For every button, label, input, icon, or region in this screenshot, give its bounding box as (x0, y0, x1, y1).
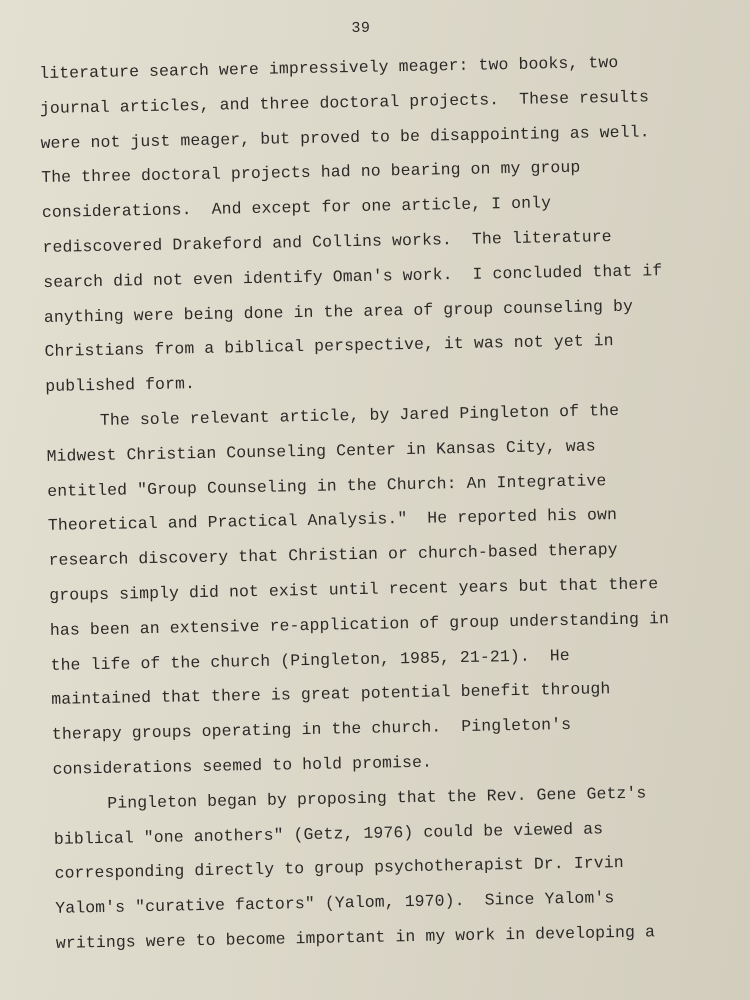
text-line: Midwest Christian Counseling Center in Kansas City, was (46, 436, 596, 466)
text-line: Theoretical and Practical Analysis." He reported his own (47, 505, 618, 536)
text-line: the life of the church (Pingleton, 1985, 21-21). He (50, 645, 570, 675)
text-line: published form. (45, 374, 196, 397)
text-line: literature search were impressively meager: two books, two (39, 52, 619, 84)
text-line: were not just meager, but proved to be disappointing as well. (40, 121, 650, 153)
text-line: therapy groups operating in the church. Pingleton's (51, 715, 572, 745)
text-line: maintained that there is great potential benefit through (51, 679, 611, 710)
text-line: Christians from a biblical perspective, it was not yet in (44, 331, 614, 362)
paragraph-first-line: The sole relevant article, by Jared Pingleton of the (99, 400, 620, 430)
text-line: groups simply did not exist until recent years but that there (49, 574, 659, 605)
text-line: corresponding directly to group psychotherapist Dr. Irvin (54, 853, 624, 884)
text-line: entitled "Group Counseling in the Church: An Integrative (47, 470, 607, 501)
text-line: considerations. And except for one article, I only (41, 193, 552, 223)
text-line: anything were being done in the area of group counseling by (43, 296, 634, 327)
text-line: journal articles, and three doctoral projects. These results (39, 87, 650, 118)
body-text (39, 44, 736, 962)
paragraph-first-line: Pingleton began by proposing that the Rev. Gene Getz's (107, 783, 647, 813)
text-line: biblical "one anothers" (Getz, 1976) could be viewed as (53, 818, 604, 849)
page-number: 39 (351, 19, 371, 38)
text-line: writings were to become important in my work in developing a (55, 922, 656, 953)
text-line: considerations seemed to hold promise. (52, 752, 433, 779)
text-line: research discovery that Christian or church-based therapy (48, 540, 618, 571)
text-line: The three doctoral projects had no bearing on my group (41, 158, 581, 188)
text-line: Yalom's "curative factors" (Yalom, 1970). Since Yalom's (55, 888, 615, 918)
text-line: has been an extensive re-application of group understanding in (49, 608, 670, 640)
text-line: rediscovered Drakeford and Collins works. The literature (42, 227, 612, 257)
text-line: search did not even identify Oman's work. I concluded that if (43, 260, 663, 292)
